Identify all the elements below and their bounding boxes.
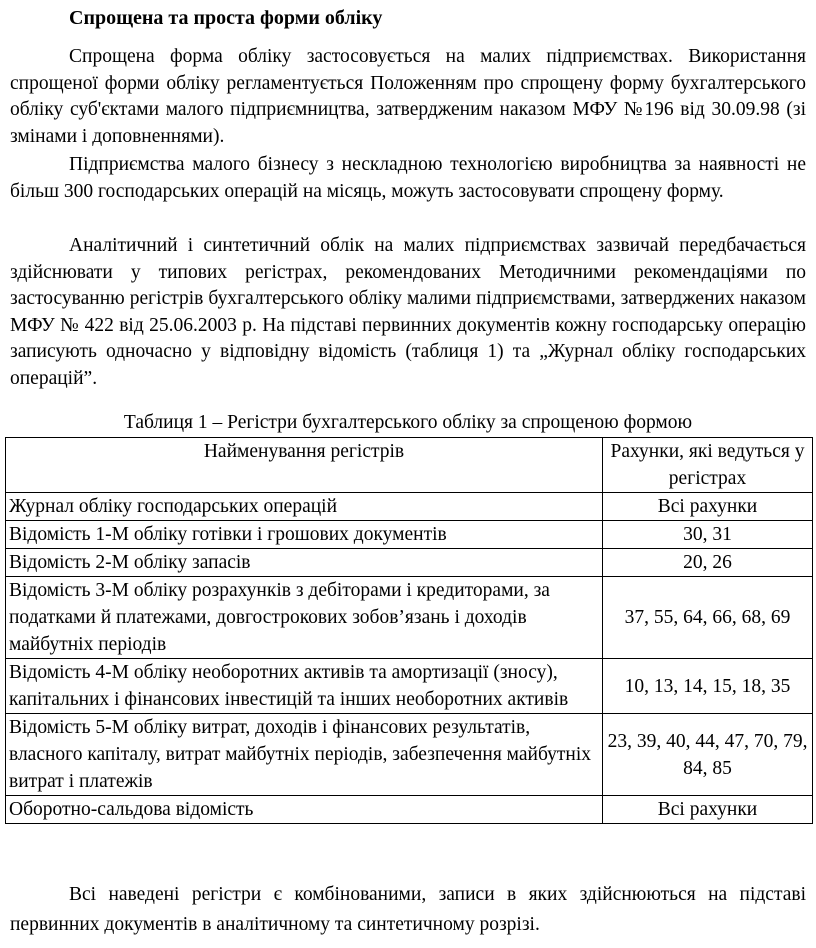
register-name-cell: Оборотно-сальдова відомість xyxy=(6,796,603,824)
register-name-cell: Відомість 3-М обліку розрахунків з дебіторами і кредиторами, за податками й платежами, довгострокових зобов’язань і доходів майбутніх періодів xyxy=(6,577,603,659)
register-name-cell: Відомість 2-М обліку запасів xyxy=(6,549,603,577)
accounts-cell: 37, 55, 64, 66, 68, 69 xyxy=(603,577,813,659)
register-name-cell: Відомість 1-М обліку готівки і грошових документів xyxy=(6,521,603,549)
register-name-cell: Відомість 5-М обліку витрат, доходів і фінансових результатів, власного капіталу, витрат майбутніх періодів, забезпечення майбутніх витрат і платежів xyxy=(6,714,603,796)
accounts-cell: 20, 26 xyxy=(603,549,813,577)
table-caption: Таблиця 1 – Регістри бухгалтерського обліку за спрощеною формою xyxy=(123,412,693,433)
table-row xyxy=(6,796,813,824)
table-row xyxy=(6,714,813,796)
table-row xyxy=(6,521,813,549)
table-row xyxy=(6,493,813,521)
accounts-cell: 23, 39, 40, 44, 47, 70, 79, 84, 85 xyxy=(603,714,813,796)
register-name-cell: Журнал обліку господарських операцій xyxy=(6,493,603,521)
accounts-cell: 30, 31 xyxy=(603,521,813,549)
registers-table xyxy=(5,437,813,824)
table-row xyxy=(6,549,813,577)
table-row xyxy=(6,659,813,714)
paragraph-small-business: Підприємства малого бізнесу з нескладною технологією виробництва за наявності не більш 300 господарських операцій на місяць, можуть застосовувати спрощену форму. xyxy=(10,154,806,202)
header-register-name: Найменування регістрів xyxy=(6,438,603,493)
accounts-cell: Всі рахунки xyxy=(603,493,813,521)
paragraph-analytical-synthetic: Аналітичний і синтетичний облік на малих підприємствах зазвичай передбачається здійснювати у типових регістрах, рекомендованих Методичними рекомендаціями по застосуванню регістрів бухгалтерського обліку малими підприємствами, затверджених наказом МФУ № 422 від 25.06.2003 р. На підставі первинних документів кожну господарську операцію записують одночасно у відповідну відомість (таблиця 1) та „Журнал обліку господарських операцій”. xyxy=(10,235,806,389)
register-name-cell: Відомість 4-М обліку необоротних активів та амортизації (зносу), капітальних і фінансових інвестицій та інших необоротних активів xyxy=(6,659,603,714)
table-row xyxy=(6,577,813,659)
paragraph-simplified-form: Спрощена форма обліку застосовується на малих підприємствах. Використання спрощеної форми обліку регламентується Положенням про спрощену форму бухгалтерського обліку суб'єктами малого підприємництва, затвердженим наказом МФУ №196 від 30.09.98 (зі змінами і доповненнями). xyxy=(10,46,806,147)
header-accounts: Рахунки, які ведуться у регістрах xyxy=(603,438,813,493)
paragraph-closing: Всі наведені регістри є комбінованими, записи в яких здійснюються на підставі первинних документів в аналітичному та синтетичному розрізі. xyxy=(10,884,806,935)
section-title: Спрощена та проста форми обліку xyxy=(69,7,383,29)
table-header-row xyxy=(6,438,813,493)
accounts-cell: 10, 13, 14, 15, 18, 35 xyxy=(603,659,813,714)
accounts-cell: Всі рахунки xyxy=(603,796,813,824)
